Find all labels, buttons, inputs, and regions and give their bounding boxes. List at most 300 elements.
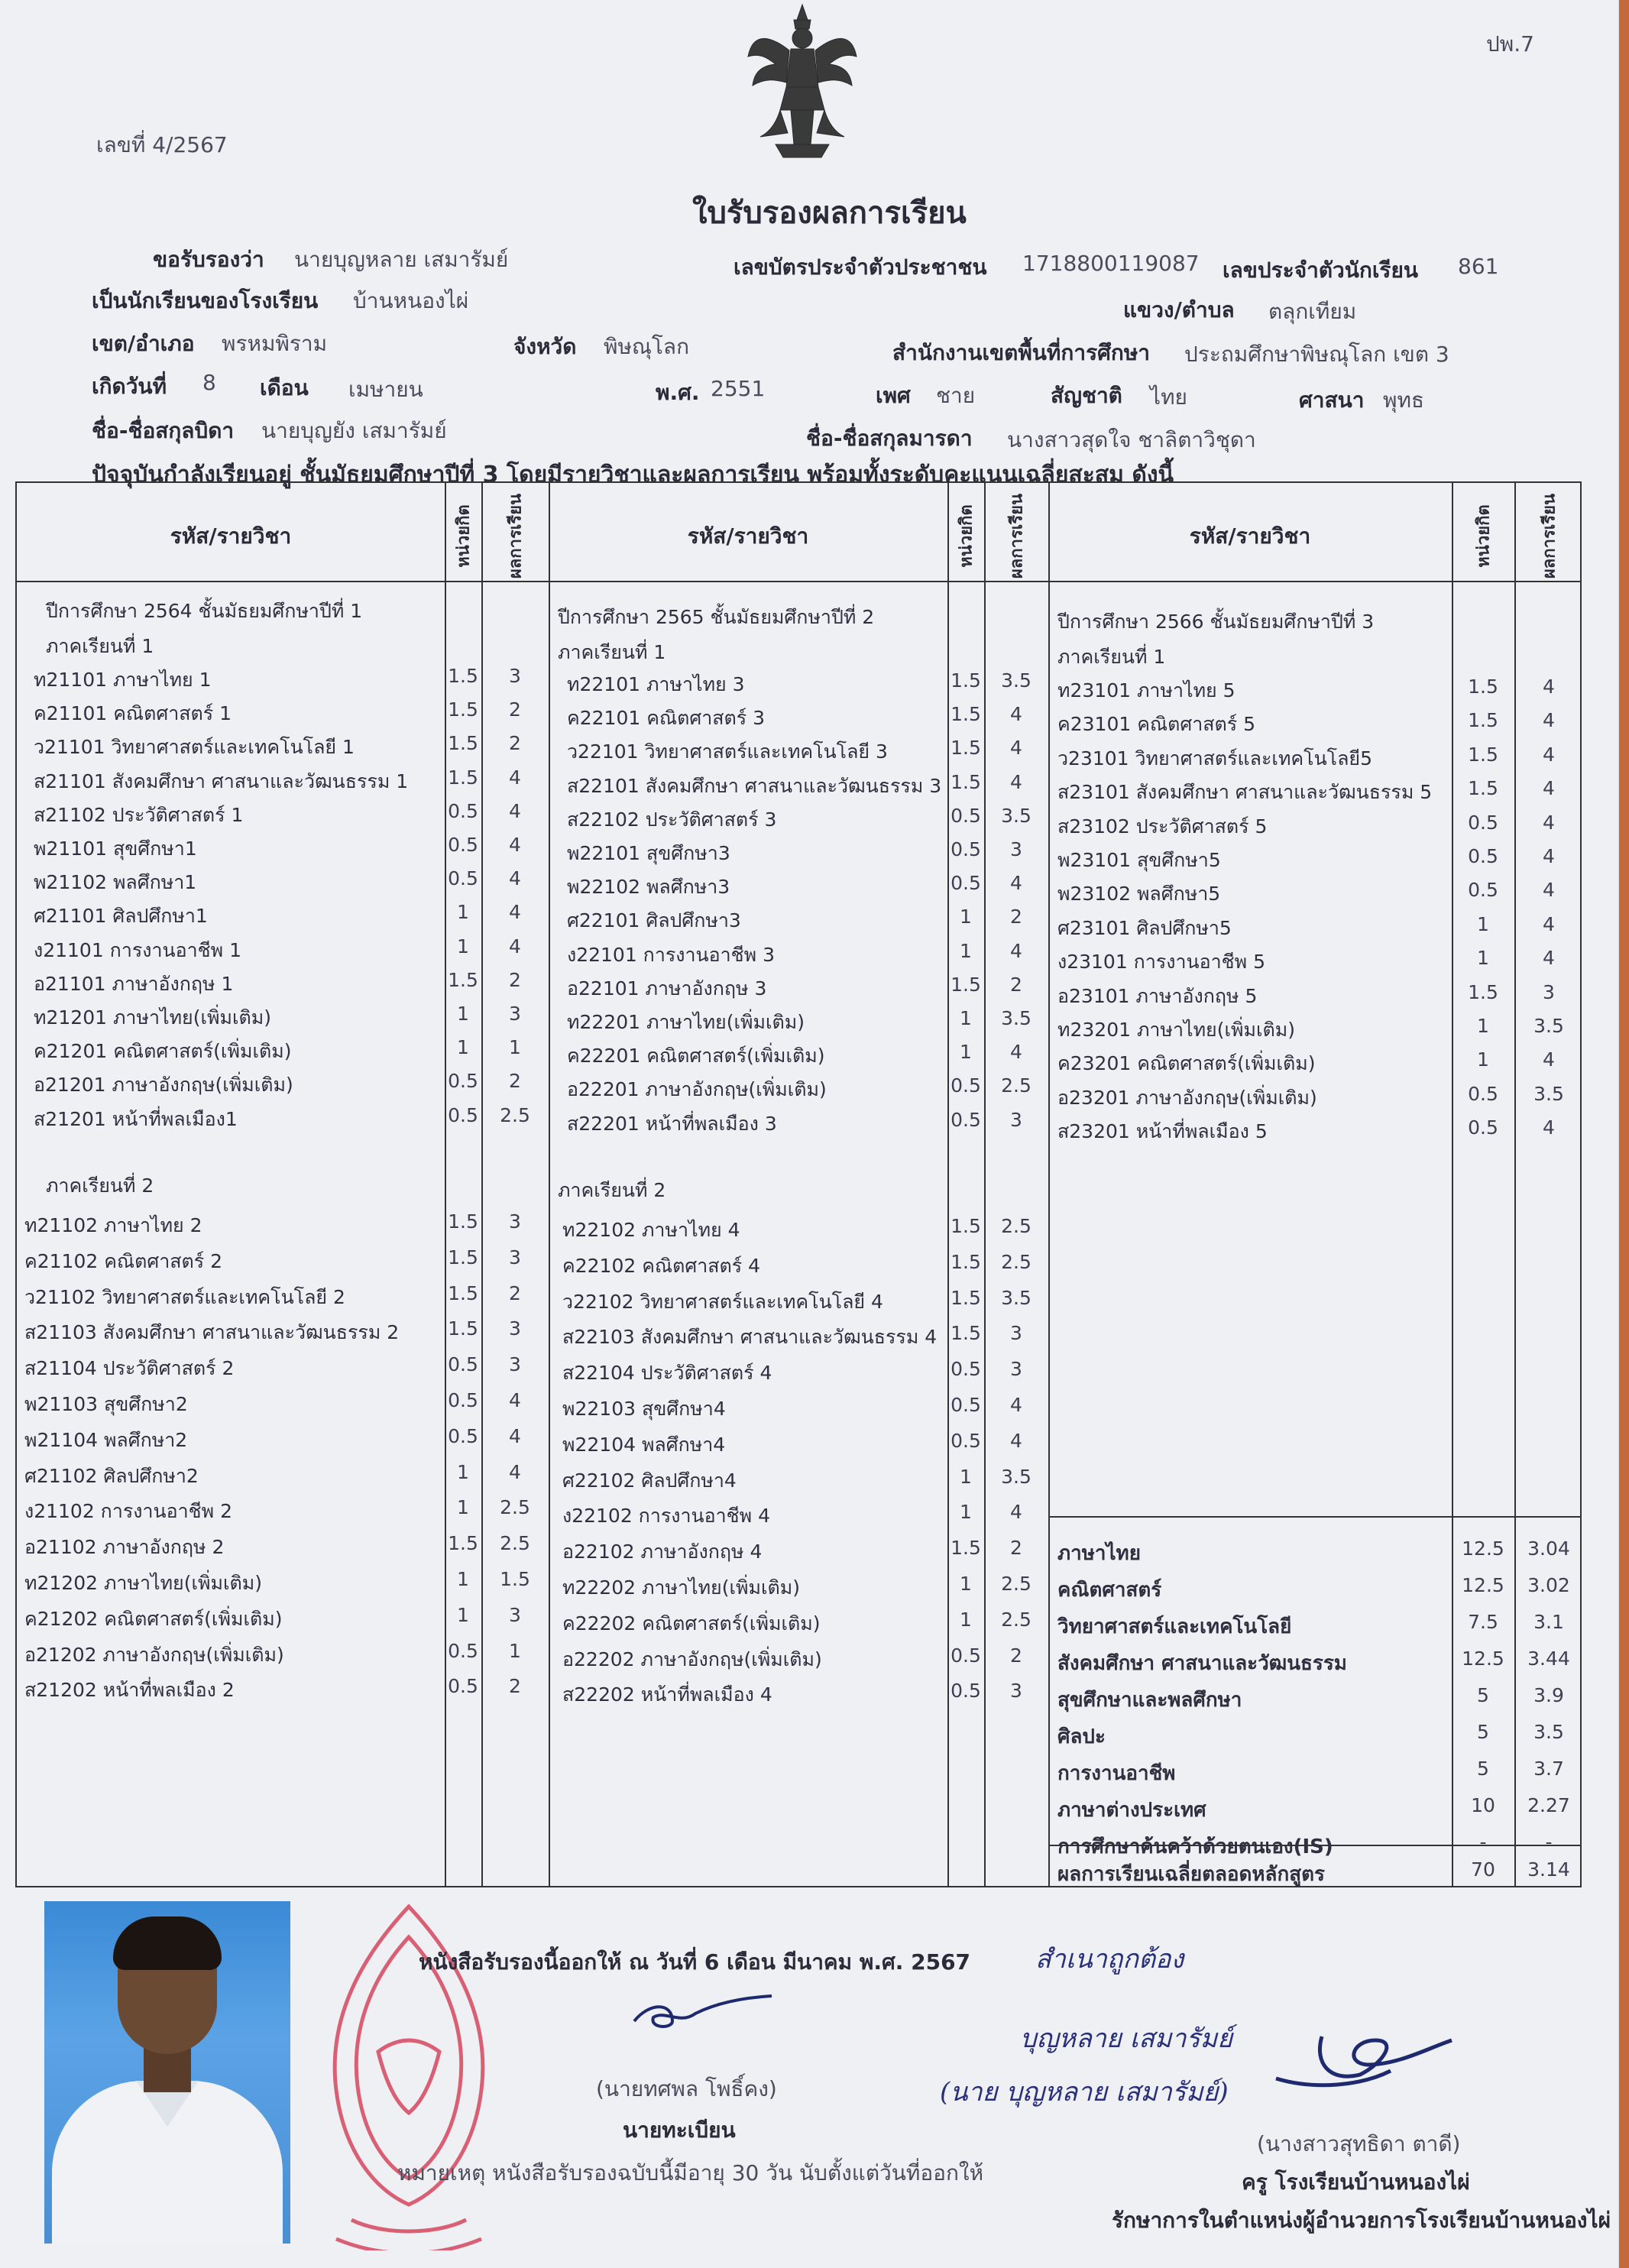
y1t1-row-credit: 1.5 bbox=[448, 732, 478, 755]
district: พรหมพิราม bbox=[222, 331, 328, 356]
y1t2-row-subject: ค21202 คณิตศาสตร์(เพิ่มเติม) bbox=[24, 1607, 283, 1630]
y1t2-row-grade: 3 bbox=[509, 1210, 521, 1233]
year3-heading: ปีการศึกษา 2566 ชั้นมัธยมศึกษาปีที่ 3 bbox=[1057, 611, 1375, 633]
y3t1-row-grade: 3 bbox=[1543, 980, 1555, 1003]
y1t2-row-subject: อ21202 ภาษาอังกฤษ(เพิ่มเติม) bbox=[24, 1643, 284, 1666]
y2t2-row-grade: 2.5 bbox=[1001, 1608, 1031, 1631]
y3t1-row-subject: ท23101 ภาษาไทย 5 bbox=[1057, 679, 1236, 701]
y2t1-row-grade: 3.5 bbox=[1001, 669, 1031, 692]
y2t1-row-subject: ส22101 สังคมศึกษา ศาสนาและวัฒนธรรม 3 bbox=[567, 774, 942, 797]
y1t2-row-subject: ส21103 สังคมศึกษา ศาสนาและวัฒนธรรม 2 bbox=[24, 1321, 400, 1344]
y1t1-row-grade: 2 bbox=[509, 1070, 521, 1093]
y1t2-row-credit: 1 bbox=[457, 1460, 469, 1483]
y1t2-row-credit: 0.5 bbox=[448, 1675, 478, 1698]
subdistrict-label: แขวง/ตำบล bbox=[1123, 297, 1235, 322]
y1t1-row-grade: 4 bbox=[509, 867, 521, 890]
summary-credit: 5 bbox=[1477, 1684, 1489, 1706]
y2t1-row-subject: ส22201 หน้าที่พลเมือง 3 bbox=[567, 1112, 777, 1135]
y1t1-row-subject: ส21201 หน้าที่พลเมือง1 bbox=[34, 1107, 238, 1130]
y1t2-row-grade: 2 bbox=[509, 1281, 521, 1304]
y2t2-row-subject: พ22103 สุขศึกษา4 bbox=[562, 1398, 726, 1420]
y1t1-row-subject: พ21101 สุขศึกษา1 bbox=[34, 838, 197, 860]
student-no-label: เลขประจำตัวนักเรียน bbox=[1223, 258, 1419, 283]
y2t1-row-subject: อ22201 ภาษาอังกฤษ(เพิ่มเติม) bbox=[567, 1078, 827, 1101]
header-grade-2: ผลการเรียน bbox=[1007, 493, 1027, 579]
header-credit-1: หน่วยกิต bbox=[454, 504, 474, 568]
y2t1-row-credit: 0.5 bbox=[951, 1108, 981, 1131]
y1t1-row-subject: ว21101 วิทยาศาสตร์และเทคโนโลยี 1 bbox=[34, 736, 355, 759]
summary-gpa: 3.5 bbox=[1533, 1721, 1564, 1743]
y1t1-row-subject: ค21201 คณิตศาสตร์(เพิ่มเติม) bbox=[34, 1040, 292, 1063]
sex: ชาย bbox=[936, 383, 976, 408]
handwritten-student-name-paren: (นาย บุญหลาย เสมารัมย์) bbox=[940, 2077, 1229, 2108]
y1t2-row-credit: 1 bbox=[457, 1568, 469, 1590]
summary-credit: 7.5 bbox=[1468, 1611, 1498, 1633]
y1t1-row-grade: 3 bbox=[509, 1003, 521, 1025]
birth-month-label: เดือน bbox=[260, 375, 309, 400]
y1t2-row-credit: 1.5 bbox=[448, 1210, 478, 1233]
y1t2-row-grade: 3 bbox=[509, 1246, 521, 1268]
y2t1-row-credit: 1.5 bbox=[951, 973, 981, 996]
student-name: นายบุญหลาย เสมารัมย์ bbox=[294, 247, 509, 272]
header-subject-2: รหัส/รายวิชา bbox=[687, 523, 809, 549]
y1t1-row-grade: 2 bbox=[509, 968, 521, 991]
y2t2-row-credit: 0.5 bbox=[951, 1644, 981, 1667]
y3t1-row-grade: 4 bbox=[1543, 777, 1555, 800]
summary-credit: - bbox=[1479, 1831, 1487, 1853]
y3t1-row-credit: 0.5 bbox=[1468, 879, 1498, 902]
y2t2-row-credit: 1.5 bbox=[951, 1286, 981, 1309]
y2t1-row-grade: 4 bbox=[1010, 1041, 1022, 1064]
y1t2-row-grade: 4 bbox=[509, 1460, 521, 1483]
y2t1-row-subject: พ22102 พลศึกษา3 bbox=[567, 876, 730, 899]
header-credit-2: หน่วยกิต bbox=[957, 504, 976, 568]
y1t2-row-credit: 0.5 bbox=[448, 1639, 478, 1662]
y3t1-row-subject: ง23101 การงานอาชีพ 5 bbox=[1057, 951, 1265, 974]
y1t2-row-credit: 1 bbox=[457, 1603, 469, 1626]
y2t1-row-credit: 0.5 bbox=[951, 872, 981, 895]
summary-gpa: 3.04 bbox=[1527, 1537, 1570, 1560]
y2t2-row-grade: 2.5 bbox=[1001, 1250, 1031, 1273]
district-label: เขต/อำเภอ bbox=[92, 331, 195, 356]
y1t1-row-credit: 1 bbox=[457, 901, 469, 924]
y3t1-row-credit: 1.5 bbox=[1468, 676, 1498, 698]
y2t2-row-credit: 1 bbox=[960, 1573, 972, 1595]
y3t1-row-subject: ว23101 วิทยาศาสตร์และเทคโนโลยี5 bbox=[1057, 747, 1372, 770]
y2t1-row-grade: 2 bbox=[1010, 973, 1022, 996]
y3t1-row-grade: 4 bbox=[1543, 743, 1555, 766]
y1t1-row-subject: ส21101 สังคมศึกษา ศาสนาและวัฒนธรรม 1 bbox=[34, 770, 409, 792]
y1t2-row-credit: 1.5 bbox=[448, 1317, 478, 1340]
y1t2-row-credit: 0.5 bbox=[448, 1424, 478, 1447]
y2t2-row-credit: 1.5 bbox=[951, 1250, 981, 1273]
birth-year: 2551 bbox=[711, 376, 766, 401]
y1t1-row-credit: 1 bbox=[457, 1003, 469, 1025]
header-subject-3: รหัส/รายวิชา bbox=[1189, 523, 1311, 549]
y3t1-row-grade: 4 bbox=[1543, 912, 1555, 935]
y3t1-row-subject: ส23101 สังคมศึกษา ศาสนาและวัฒนธรรม 5 bbox=[1057, 781, 1433, 804]
y3t1-row-grade: 4 bbox=[1543, 811, 1555, 834]
student-number: 861 bbox=[1458, 254, 1499, 279]
year1-term1-label: ภาคเรียนที่ 1 bbox=[46, 635, 154, 657]
y2t2-row-credit: 1 bbox=[960, 1608, 972, 1631]
y3t1-row-grade: 4 bbox=[1543, 709, 1555, 732]
y1t2-row-subject: ว21102 วิทยาศาสตร์และเทคโนโลยี 2 bbox=[24, 1285, 345, 1308]
y2t2-row-subject: ท22202 ภาษาไทย(เพิ่มเติม) bbox=[562, 1576, 800, 1599]
y2t1-row-subject: ศ22101 ศิลปศึกษา3 bbox=[567, 909, 741, 932]
summary-label: สุขศึกษาและพลศึกษา bbox=[1057, 1689, 1242, 1712]
y3t1-row-credit: 1.5 bbox=[1468, 709, 1498, 732]
y2t2-row-credit: 0.5 bbox=[951, 1680, 981, 1703]
document-number: เลขที่ 4/2567 bbox=[96, 132, 228, 157]
subdistrict: ตลุกเทียม bbox=[1268, 299, 1357, 324]
y1t1-row-grade: 4 bbox=[509, 935, 521, 957]
summary-credit: 5 bbox=[1477, 1721, 1489, 1743]
religion-label: ศาสนา bbox=[1299, 387, 1365, 413]
summary-gpa: 3.02 bbox=[1527, 1574, 1570, 1596]
y3t1-row-grade: 4 bbox=[1543, 676, 1555, 698]
director-name: (นางสาวสุทธิดา ตาดี) bbox=[1257, 2131, 1461, 2156]
y2t2-row-subject: พ22104 พลศึกษา4 bbox=[562, 1433, 726, 1456]
summary-credit: 12.5 bbox=[1462, 1537, 1504, 1560]
y2t2-row-grade: 3 bbox=[1010, 1358, 1022, 1381]
y2t2-row-grade: 4 bbox=[1010, 1394, 1022, 1416]
y1t1-row-subject: ค21101 คณิตศาสตร์ 1 bbox=[34, 702, 232, 725]
y3t1-row-subject: ค23201 คณิตศาสตร์(เพิ่มเติม) bbox=[1057, 1052, 1316, 1075]
birth-year-label: พ.ศ. bbox=[656, 380, 700, 405]
y2t1-row-credit: 0.5 bbox=[951, 838, 981, 860]
y1t2-row-grade: 2.5 bbox=[500, 1532, 530, 1555]
year2-heading: ปีการศึกษา 2565 ชั้นมัธยมศึกษาปีที่ 2 bbox=[558, 606, 875, 628]
y2t1-row-subject: ค22201 คณิตศาสตร์(เพิ่มเติม) bbox=[567, 1045, 825, 1068]
y1t2-row-credit: 1.5 bbox=[448, 1532, 478, 1555]
summary-gpa: 2.27 bbox=[1527, 1794, 1570, 1816]
summary-label: สังคมศึกษา ศาสนาและวัฒนธรรม bbox=[1057, 1652, 1347, 1675]
y2t1-row-grade: 4 bbox=[1010, 872, 1022, 895]
summary-gpa: 3.44 bbox=[1527, 1648, 1570, 1670]
mother-name: นางสาวสุดใจ ชาลิตาวิชุดา bbox=[1007, 427, 1256, 452]
y3t1-row-credit: 0.5 bbox=[1468, 1082, 1498, 1105]
summary-label: ภาษาต่างประเทศ bbox=[1057, 1799, 1206, 1822]
year2-term2-label: ภาคเรียนที่ 2 bbox=[558, 1179, 666, 1201]
document-title: ใบรับรองผลการเรียน bbox=[692, 196, 967, 231]
summary-gpa: 3.9 bbox=[1533, 1684, 1564, 1706]
form-code: ปพ.7 bbox=[1486, 31, 1534, 57]
y1t2-row-subject: ค21102 คณิตศาสตร์ 2 bbox=[24, 1249, 223, 1272]
y2t1-row-grade: 3.5 bbox=[1001, 1007, 1031, 1029]
y2t2-row-credit: 0.5 bbox=[951, 1358, 981, 1381]
y1t1-row-subject: พ21102 พลศึกษา1 bbox=[34, 871, 197, 894]
nationality-label: สัญชาติ bbox=[1051, 383, 1122, 408]
y1t2-row-grade: 3 bbox=[509, 1353, 521, 1376]
garuda-emblem-icon bbox=[745, 3, 860, 160]
birth-month: เมษายน bbox=[348, 377, 423, 402]
y2t2-row-subject: ท22102 ภาษาไทย 4 bbox=[562, 1219, 740, 1241]
y2t2-row-grade: 3 bbox=[1010, 1680, 1022, 1703]
school-label: เป็นนักเรียนของโรงเรียน bbox=[92, 288, 319, 313]
y1t2-row-grade: 1 bbox=[509, 1639, 521, 1662]
grades-table bbox=[15, 481, 1582, 1887]
y2t2-row-subject: อ22102 ภาษาอังกฤษ 4 bbox=[562, 1541, 763, 1563]
y2t2-row-grade: 2.5 bbox=[1001, 1215, 1031, 1237]
handwritten-certified-copy: สำเนาถูกต้อง bbox=[1035, 1944, 1184, 1975]
year2-term1-label: ภาคเรียนที่ 1 bbox=[558, 641, 666, 663]
y3t1-row-credit: 1 bbox=[1477, 1015, 1489, 1037]
y2t1-row-subject: ค22101 คณิตศาสตร์ 3 bbox=[567, 707, 766, 730]
y3t1-row-subject: ท23201 ภาษาไทย(เพิ่มเติม) bbox=[1057, 1019, 1295, 1041]
y3t1-row-subject: อ23201 ภาษาอังกฤษ(เพิ่มเติม) bbox=[1057, 1086, 1317, 1109]
current-status: ปัจจุบันกำลังเรียนอยู่ ชั้นมัธยมศึกษาปีที่ 3 โดยมีรายวิชาและผลการเรียน พร้อมทั้งระดับคะแนนเฉลี่ยสะสม ดังนี้ bbox=[92, 462, 1174, 488]
y2t2-row-grade: 3.5 bbox=[1001, 1286, 1031, 1309]
summary-gpa: - bbox=[1545, 1831, 1553, 1853]
y1t1-row-credit: 0.5 bbox=[448, 799, 478, 822]
y2t1-row-grade: 3 bbox=[1010, 1108, 1022, 1131]
y2t1-row-credit: 0.5 bbox=[951, 1074, 981, 1097]
y2t2-row-subject: อ22202 ภาษาอังกฤษ(เพิ่มเติม) bbox=[562, 1648, 822, 1670]
y3t1-row-subject: อ23101 ภาษาอังกฤษ 5 bbox=[1057, 984, 1258, 1007]
father-label: ชื่อ-ชื่อสกุลบิดา bbox=[92, 418, 235, 443]
y2t1-row-grade: 4 bbox=[1010, 770, 1022, 793]
y2t1-row-credit: 1.5 bbox=[951, 770, 981, 793]
y3t1-row-grade: 4 bbox=[1543, 1048, 1555, 1071]
y3t1-row-subject: ศ23101 ศิลปศึกษา5 bbox=[1057, 916, 1232, 939]
y1t2-row-subject: ศ21102 ศิลปศึกษา2 bbox=[24, 1464, 199, 1487]
y1t2-row-credit: 1.5 bbox=[448, 1246, 478, 1268]
summary-gpa: 3.1 bbox=[1533, 1611, 1564, 1633]
birth-day-label: เกิดวันที่ bbox=[92, 374, 167, 399]
y3t1-row-subject: ส23102 ประวัติศาสตร์ 5 bbox=[1057, 815, 1268, 838]
y2t1-row-credit: 0.5 bbox=[951, 804, 981, 827]
handwritten-student-name: บุญหลาย เสมารัมย์ bbox=[1020, 2023, 1233, 2054]
y2t2-row-subject: ส22104 ประวัติศาสตร์ 4 bbox=[562, 1362, 772, 1385]
y2t2-row-grade: 4 bbox=[1010, 1429, 1022, 1452]
y2t2-row-grade: 3 bbox=[1010, 1322, 1022, 1345]
header-grade-3: ผลการเรียน bbox=[1540, 493, 1559, 579]
y3t1-row-credit: 1 bbox=[1477, 947, 1489, 970]
y2t2-row-credit: 0.5 bbox=[951, 1429, 981, 1452]
y2t2-row-subject: ว22102 วิทยาศาสตร์และเทคโนโลยี 4 bbox=[562, 1290, 883, 1313]
director-title: ครู โรงเรียนบ้านหนองไผ่ bbox=[1242, 2169, 1470, 2195]
y1t1-row-credit: 0.5 bbox=[448, 1070, 478, 1093]
y1t2-row-grade: 4 bbox=[509, 1389, 521, 1411]
certify-label: ขอรับรองว่า bbox=[153, 247, 264, 272]
y1t1-row-credit: 1.5 bbox=[448, 968, 478, 991]
y2t1-row-credit: 1 bbox=[960, 906, 972, 928]
y2t1-row-subject: พ22101 สุขศึกษา3 bbox=[567, 842, 730, 864]
y3t1-row-subject: ส23201 หน้าที่พลเมือง 5 bbox=[1057, 1120, 1268, 1143]
y2t2-row-credit: 1.5 bbox=[951, 1322, 981, 1345]
y2t1-row-subject: ง22101 การงานอาชีพ 3 bbox=[567, 943, 775, 966]
y3t1-row-credit: 0.5 bbox=[1468, 811, 1498, 834]
y1t1-row-grade: 2.5 bbox=[500, 1103, 530, 1126]
y3t1-row-credit: 0.5 bbox=[1468, 1116, 1498, 1139]
y1t2-row-grade: 2 bbox=[509, 1675, 521, 1698]
y2t1-row-subject: อ22101 ภาษาอังกฤษ 3 bbox=[567, 977, 767, 1000]
y2t1-row-subject: ส22102 ประวัติศาสตร์ 3 bbox=[567, 808, 777, 831]
y2t1-row-credit: 1 bbox=[960, 939, 972, 962]
director-role: รักษาการในตำแหน่งผู้อำนวยการโรงเรียนบ้านหนองไผ่ bbox=[1112, 2208, 1611, 2233]
director-signature-icon bbox=[1268, 2017, 1467, 2101]
y2t1-row-grade: 3.5 bbox=[1001, 804, 1031, 827]
y2t2-row-subject: ศ22102 ศิลปศึกษา4 bbox=[562, 1469, 737, 1492]
y1t1-row-grade: 3 bbox=[509, 665, 521, 687]
header-subject-1: รหัส/รายวิชา bbox=[170, 523, 292, 549]
year1-term2-label: ภาคเรียนที่ 2 bbox=[46, 1174, 154, 1197]
y1t1-row-grade: 4 bbox=[509, 901, 521, 924]
footer-note: หมายเหตุ หนังสือรับรองฉบับนี้มีอายุ 30 วัน นับตั้งแต่วันที่ออกให้ bbox=[397, 2160, 984, 2185]
y1t1-row-credit: 0.5 bbox=[448, 1103, 478, 1126]
y1t1-row-subject: อ21101 ภาษาอังกฤษ 1 bbox=[34, 972, 234, 995]
province-label: จังหวัด bbox=[513, 334, 577, 359]
y2t2-row-credit: 1.5 bbox=[951, 1537, 981, 1560]
y1t2-row-credit: 0.5 bbox=[448, 1389, 478, 1411]
y3t1-row-grade: 4 bbox=[1543, 947, 1555, 970]
y1t2-row-subject: พ21103 สุขศึกษา2 bbox=[24, 1393, 188, 1415]
y2t1-row-subject: ท22101 ภาษาไทย 3 bbox=[567, 673, 745, 695]
sex-label: เพศ bbox=[876, 383, 911, 408]
header-grade-1: ผลการเรียน bbox=[506, 493, 526, 579]
y1t2-row-grade: 2.5 bbox=[500, 1496, 530, 1519]
y2t2-row-subject: ส22103 สังคมศึกษา ศาสนาและวัฒนธรรม 4 bbox=[562, 1326, 938, 1349]
y3t1-row-credit: 1.5 bbox=[1468, 743, 1498, 766]
y3t1-row-grade: 4 bbox=[1543, 879, 1555, 902]
y2t2-row-subject: ง22102 การงานอาชีพ 4 bbox=[562, 1505, 770, 1528]
y1t1-row-grade: 2 bbox=[509, 698, 521, 721]
y2t1-row-credit: 1.5 bbox=[951, 669, 981, 692]
y2t1-row-subject: ท22201 ภาษาไทย(เพิ่มเติม) bbox=[567, 1011, 805, 1033]
y1t2-row-credit: 0.5 bbox=[448, 1353, 478, 1376]
y1t2-row-subject: ง21102 การงานอาชีพ 2 bbox=[24, 1500, 232, 1523]
y2t2-row-subject: ส22202 หน้าที่พลเมือง 4 bbox=[562, 1683, 772, 1706]
y1t2-row-subject: อ21102 ภาษาอังกฤษ 2 bbox=[24, 1536, 225, 1559]
y2t2-row-credit: 1 bbox=[960, 1465, 972, 1488]
y2t1-row-grade: 4 bbox=[1010, 703, 1022, 726]
y1t2-row-subject: พ21104 พลศึกษา2 bbox=[24, 1428, 188, 1451]
id-card-number: 1718800119087 bbox=[1022, 251, 1200, 276]
y1t2-row-grade: 3 bbox=[509, 1317, 521, 1340]
y3t1-row-subject: พ23101 สุขศึกษา5 bbox=[1057, 849, 1221, 871]
y3t1-row-grade: 4 bbox=[1543, 845, 1555, 867]
y1t2-row-grade: 3 bbox=[509, 1603, 521, 1626]
y2t1-row-grade: 4 bbox=[1010, 939, 1022, 962]
y2t1-row-credit: 1 bbox=[960, 1041, 972, 1064]
student-photo bbox=[44, 1901, 290, 2244]
y1t2-row-subject: ท21202 ภาษาไทย(เพิ่มเติม) bbox=[24, 1572, 262, 1594]
y3t1-row-grade: 3.5 bbox=[1533, 1082, 1564, 1105]
y2t2-row-subject: ค22202 คณิตศาสตร์(เพิ่มเติม) bbox=[562, 1612, 821, 1635]
y2t2-row-grade: 2 bbox=[1010, 1537, 1022, 1560]
summary-label: การงานอาชีพ bbox=[1057, 1762, 1176, 1785]
area-label: สำนักงานเขตพื้นที่การศึกษา bbox=[892, 340, 1151, 365]
y1t1-row-grade: 4 bbox=[509, 834, 521, 856]
school-name: บ้านหนองไผ่ bbox=[353, 288, 469, 313]
summary-credit: 10 bbox=[1471, 1794, 1495, 1816]
y1t1-row-grade: 2 bbox=[509, 732, 521, 755]
y2t1-row-credit: 1 bbox=[960, 1007, 972, 1029]
y2t1-row-grade: 4 bbox=[1010, 737, 1022, 760]
y2t2-row-credit: 1.5 bbox=[951, 1215, 981, 1237]
y1t2-row-grade: 1.5 bbox=[500, 1568, 530, 1590]
summary-label: การศึกษาค้นคว้าด้วยตนเอง(IS) bbox=[1057, 1835, 1333, 1858]
y2t2-row-grade: 2 bbox=[1010, 1644, 1022, 1667]
registrar-signature-icon bbox=[619, 1987, 795, 2040]
y3t1-row-grade: 4 bbox=[1543, 1116, 1555, 1139]
y3t1-row-subject: พ23102 พลศึกษา5 bbox=[1057, 883, 1221, 906]
y1t2-row-subject: ส21104 ประวัติศาสตร์ 2 bbox=[24, 1357, 235, 1380]
y1t2-row-credit: 1.5 bbox=[448, 1281, 478, 1304]
y2t1-row-grade: 2 bbox=[1010, 906, 1022, 928]
y2t1-row-credit: 1.5 bbox=[951, 703, 981, 726]
header-credit-3: หน่วยกิต bbox=[1474, 504, 1494, 568]
y1t1-row-credit: 1 bbox=[457, 1036, 469, 1059]
y1t1-row-credit: 0.5 bbox=[448, 834, 478, 856]
religion: พุทธ bbox=[1383, 387, 1425, 413]
y3t1-row-grade: 3.5 bbox=[1533, 1015, 1564, 1037]
y2t1-row-grade: 3 bbox=[1010, 838, 1022, 860]
y1t1-row-subject: ท21201 ภาษาไทย(เพิ่มเติม) bbox=[34, 1006, 271, 1029]
y1t1-row-grade: 4 bbox=[509, 766, 521, 789]
summary-label: ภาษาไทย bbox=[1057, 1542, 1141, 1565]
issue-statement: หนังสือรับรองนี้ออกให้ ณ วันที่ 6 เดือน มีนาคม พ.ศ. 2567 bbox=[419, 1949, 971, 1975]
y1t1-row-grade: 4 bbox=[509, 799, 521, 822]
y3t1-row-credit: 1 bbox=[1477, 912, 1489, 935]
y2t1-row-grade: 2.5 bbox=[1001, 1074, 1031, 1097]
y1t2-row-subject: ส21202 หน้าที่พลเมือง 2 bbox=[24, 1679, 235, 1702]
summary-label: คณิตศาสตร์ bbox=[1057, 1579, 1162, 1602]
y2t2-row-grade: 2.5 bbox=[1001, 1573, 1031, 1595]
year1-heading: ปีการศึกษา 2564 ชั้นมัธยมศึกษาปีที่ 1 bbox=[46, 600, 363, 622]
province: พิษณุโลก bbox=[604, 334, 690, 359]
y1t1-row-credit: 0.5 bbox=[448, 867, 478, 890]
y2t1-row-credit: 1.5 bbox=[951, 737, 981, 760]
father-name: นายบุญยัง เสมารัมย์ bbox=[261, 418, 447, 443]
birth-day: 8 bbox=[202, 370, 216, 395]
y3t1-row-credit: 1.5 bbox=[1468, 777, 1498, 800]
summary-label: ศิลปะ bbox=[1057, 1725, 1106, 1748]
id-card-label: เลขบัตรประจำตัวประชาชน bbox=[734, 254, 987, 280]
summary-gpa: 3.7 bbox=[1533, 1758, 1564, 1780]
y2t2-row-grade: 3.5 bbox=[1001, 1465, 1031, 1488]
y1t2-row-credit: 1 bbox=[457, 1496, 469, 1519]
edu-area: ประถมศึกษาพิษณุโลก เขต 3 bbox=[1184, 342, 1449, 367]
y2t2-row-grade: 4 bbox=[1010, 1501, 1022, 1524]
registrar-title: นายทะเบียน bbox=[623, 2117, 736, 2143]
summary-credit: 12.5 bbox=[1462, 1648, 1504, 1670]
summary-label: วิทยาศาสตร์และเทคโนโลยี bbox=[1057, 1615, 1292, 1638]
y2t2-row-credit: 1 bbox=[960, 1501, 972, 1524]
y1t2-row-grade: 4 bbox=[509, 1424, 521, 1447]
y3t1-row-credit: 0.5 bbox=[1468, 845, 1498, 867]
overall-credit: 70 bbox=[1471, 1858, 1495, 1881]
overall-gpa-label: ผลการเรียนเฉลี่ยตลอดหลักสูตร bbox=[1057, 1863, 1325, 1886]
summary-credit: 5 bbox=[1477, 1758, 1489, 1780]
year3-term1-label: ภาคเรียนที่ 1 bbox=[1057, 646, 1166, 668]
y1t1-row-subject: ส21102 ประวัติศาสตร์ 1 bbox=[34, 803, 244, 826]
y1t1-row-subject: ง21101 การงานอาชีพ 1 bbox=[34, 938, 241, 961]
y2t2-row-subject: ค22102 คณิตศาสตร์ 4 bbox=[562, 1254, 761, 1277]
y1t1-row-subject: อ21201 ภาษาอังกฤษ(เพิ่มเติม) bbox=[34, 1074, 293, 1097]
y3t1-row-credit: 1 bbox=[1477, 1048, 1489, 1071]
overall-gpa: 3.14 bbox=[1527, 1858, 1570, 1881]
registrar-name: (นายทศพล โพธิ์คง) bbox=[596, 2076, 777, 2101]
y1t1-row-credit: 1.5 bbox=[448, 698, 478, 721]
y3t1-row-subject: ค23101 คณิตศาสตร์ 5 bbox=[1057, 713, 1256, 736]
mother-label: ชื่อ-ชื่อสกุลมารดา bbox=[806, 426, 973, 451]
summary-credit: 12.5 bbox=[1462, 1574, 1504, 1596]
y1t1-row-subject: ศ21101 ศิลปศึกษา1 bbox=[34, 905, 208, 928]
y1t1-row-credit: 1.5 bbox=[448, 665, 478, 687]
y1t2-row-subject: ท21102 ภาษาไทย 2 bbox=[24, 1214, 202, 1236]
